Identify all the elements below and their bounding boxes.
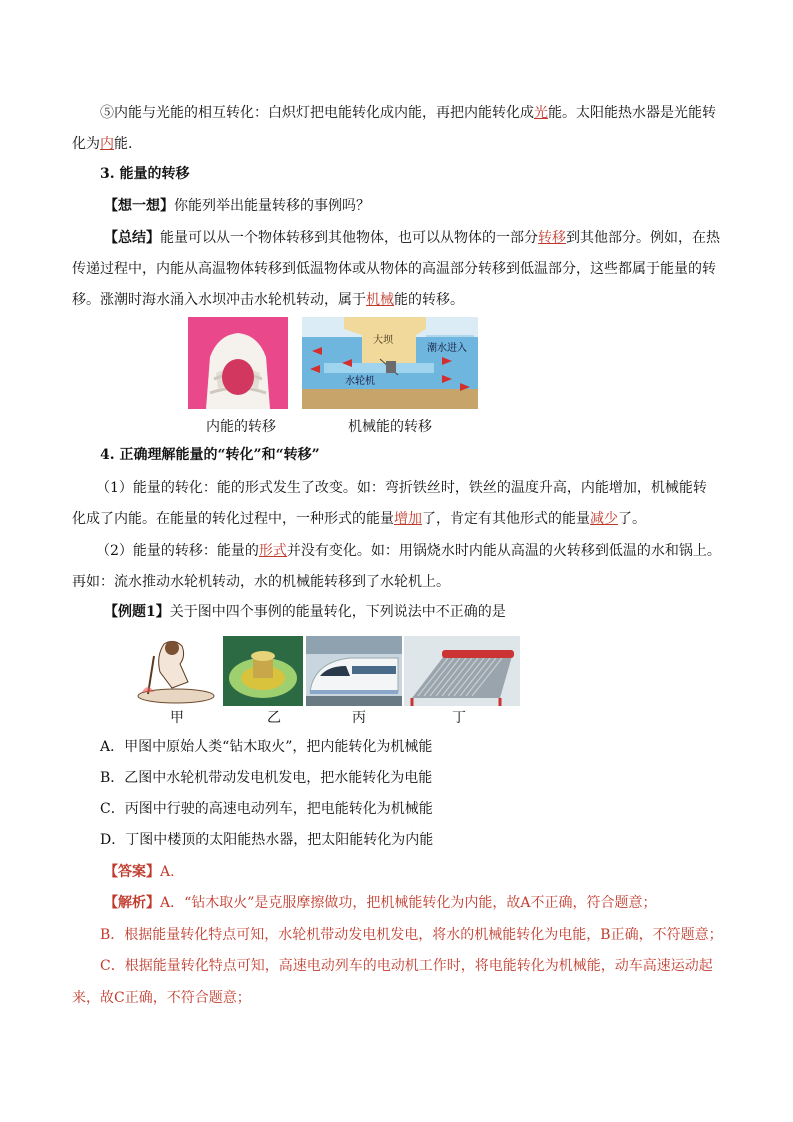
train-image	[306, 636, 402, 706]
paragraph-light-energy-cont: 化为内能.	[72, 136, 133, 152]
conversion-line-1: （1）能量的转化：能的形式发生了改变。如：弯折铁丝时，铁丝的温度升高，内能增加，机械能转	[96, 480, 707, 496]
turbine-image	[223, 636, 303, 706]
option-d: D．丁图中楼顶的太阳能热水器，把太阳能转化为内能	[100, 832, 434, 848]
caption-internal-transfer: 内能的转移	[206, 419, 276, 435]
summary-line-3: 移。涨潮时海水涌入水坝冲击水轮机转动，属于机械能的转移。	[72, 292, 464, 308]
think-prompt: 【想一想】你能列举出能量转移的事例吗？	[104, 198, 370, 214]
tide-label: 潮水进入	[427, 343, 467, 354]
heading-energy-transfer: 3. 能量的转移	[100, 166, 190, 182]
label-ding: 丁	[452, 710, 466, 726]
dam-label: 大坝	[373, 335, 393, 346]
drill-fire-image	[128, 636, 220, 706]
answer: 【答案】A.	[104, 864, 175, 880]
summary-line-2: 传递过程中，内能从高温物体转移到低温物体或从物体的高温部分转移到低温部分，这些都属于能量的转	[72, 261, 716, 277]
analysis-line-2: B．根据能量转化特点可知，水轮机带动发电机发电，将水的机械能转化为电能，B正确，不符题意；	[100, 927, 723, 943]
turbine-illustration	[223, 636, 303, 706]
turbine-label: 水轮机	[345, 376, 375, 387]
option-a: A．甲图中原始人类“钻木取火”，把内能转化为机械能	[100, 739, 433, 755]
hot-water-bottle-image	[188, 317, 288, 409]
option-b: B．乙图中水轮机带动发电机发电，把水能转化为电能	[100, 770, 433, 786]
summary-line-1: 【总结】能量可以从一个物体转移到其他物体，也可以从物体的一部分转移到其他部分。例如，在热	[104, 230, 720, 246]
analysis-line-3: C．根据能量转化特点可知，高速电动列车的电动机工作时，将电能转化为机械能，动车高速运动起	[100, 958, 713, 974]
label-yi: 乙	[267, 710, 281, 726]
option-c: C．丙图中行驶的高速电动列车，把电能转化为机械能	[100, 801, 433, 817]
maglev-train-illustration	[306, 636, 402, 706]
heading-conversion-vs-transfer: 4. 正确理解能量的“转化”和“转移”	[100, 447, 320, 463]
analysis-line-1: 【解析】A．“钻木取火”是克服摩擦做功，把机械能转化为内能，故A不正确，符合题意；	[104, 895, 657, 911]
caption-mechanical-transfer: 机械能的转移	[348, 419, 432, 435]
paragraph-light-energy: ⑤内能与光能的相互转化：白炽灯把电能转化成内能，再把内能转化成光能。太阳能热水器是光能转	[100, 105, 716, 121]
drill-fire-illustration	[128, 636, 220, 706]
analysis-line-4: 来，故C正确，不符合题意；	[72, 990, 251, 1006]
example-question: 【例题1】关于图中四个事例的能量转化，下列说法中不正确的是	[104, 604, 506, 620]
label-bing: 丙	[352, 710, 366, 726]
transfer-line-2: 再如：流水推动水轮机转动，水的机械能转移到了水轮机上。	[72, 574, 450, 590]
conversion-line-2: 化成了内能。在能量的转化过程中，一种形式的能量增加了，肯定有其他形式的能量减少了。	[72, 511, 646, 527]
label-jia: 甲	[170, 710, 184, 726]
hot-water-bottle-illustration	[188, 317, 288, 409]
transfer-line-1: （2）能量的转移：能量的形式并没有变化。如：用锅烧水时内能从高温的火转移到低温的水和锅上。	[96, 543, 721, 559]
solar-heater-illustration	[404, 636, 520, 706]
solar-heater-image	[404, 636, 520, 706]
